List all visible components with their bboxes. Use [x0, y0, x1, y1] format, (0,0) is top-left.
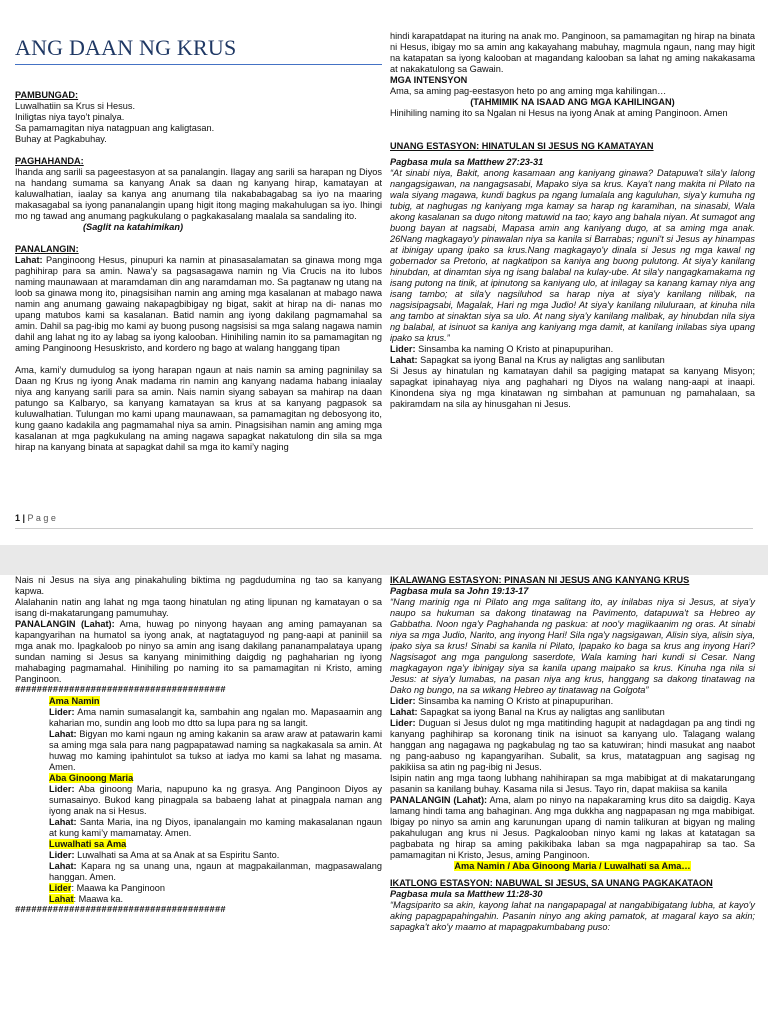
prayer-line — [49, 817, 382, 839]
speaker-label: Lahat: — [49, 861, 77, 871]
station-heading: IKALAWANG ESTASYON: PINASAN NI JESUS ANG KANYANG KRUS — [390, 575, 690, 585]
paragraph-text: Duguan si Jesus dulot ng mga matitinding hagupit at nadagdagan pa ang tindi ng kanyang paghihirap sa koronang tinik na isinuot sa kanyang ulo. Talagang walang hanggan ang nagagawa ng pagkabulag ng tao sa katuwiran; hindi masukat ang naabot ng pang-aabuso ng kapangyarihan. Subalit, sa krus, matatagpuan ang sagisag ng pakikiisa sa atin ng pag-ibig ni Jesus. — [390, 718, 755, 772]
prayer-line — [49, 729, 382, 773]
response-text: Sapagkat sa iyong Banal na Krus ay naligtas ang sanlibutan — [417, 355, 665, 365]
left-column — [15, 575, 382, 916]
station-one — [390, 141, 755, 410]
response-line — [49, 894, 382, 905]
right-column — [390, 575, 755, 933]
response-text: Sinsamba ka naming O Kristo at pinapupurihan. — [415, 696, 614, 706]
section-heading: PAMBUNGAD: — [15, 90, 79, 100]
separator-line: ####################################### — [15, 685, 226, 695]
prayer-label: PANALANGIN (Lahat): — [390, 795, 488, 805]
prayers-reference: Ama Namin / Aba Ginoong Maria / Luwalhati sa Ama… — [454, 861, 691, 871]
reading-text: “Nang marinig nga ni Pilato ang mga salitang ito, ay inilabas niya si Jesus, at siya'y naupo sa hukuman sa dakong tinatawag na Pavimento, datapuwa't sa Hebreo ay Gabbatha. Noon nga'y Paghahanda ng paskua: at noo'y magiikaanim ng oras. At sinabi niya sa mga Judio, Narito, ang inyong Hari! Sila nga'y nagsigawan, Alisin siya, alisin siya, ipako siya sa krus! Sinabi sa kanila ni Pilato, Ipapako ko baga sa krus ang inyong Hari? Nagsisagot ang mga pangulong saserdote, Wala kaming hari kundi si Cesar. Nang magkagayon nga'y ibinigay siya sa kanila upang maipako sa krus. Kinuha nga nila si Jesus: at siya'y lumabas, na pasan niya ang krus, hanggang sa dakong tinatawag na Dako ng bungo, na sa wikang Hebreo ay tinatawag na Golgota” — [390, 597, 755, 695]
prayer-text: Ama namin sumasalangit ka, sambahin ang ngalan mo. Mapasaamin ang kaharian mo, sundin ang loob mo dtto sa lupa para ng sa langit. — [49, 707, 382, 728]
paragraph: Nais ni Jesus na siya ang pinakahuling biktima ng pagdudumina ng tao sa kanyang kapwa. — [15, 575, 382, 596]
prayer-line — [49, 784, 382, 817]
paragraph: Alalahanin natin ang lahat ng mga taong hinatulan ng ating lipunan ng kamatayan o sa isang di-makatarungang pamumuhay. — [15, 597, 382, 618]
prayer-text: Santa Maria, ina ng Diyos, ipanalangain mo kaming makasalanan ngaun at kung kami’y mamamatay. Amen. — [49, 817, 382, 838]
page-footer — [15, 513, 56, 524]
response-line — [390, 344, 755, 355]
reading-reference: Pagbasa mula sa Matthew 11:28-30 — [390, 889, 543, 899]
prayers-line — [390, 861, 755, 872]
paragraph — [390, 795, 755, 861]
prayer-text: Aba ginoong Maria, napupuno ka ng grasya. Ang Panginoon Diyos ay sumasainyo. Bukod kang pinagpala sa babaeng lahat at pinagpala naman ang iyong anak na si Hesus. — [49, 784, 382, 816]
title-rule — [15, 64, 382, 65]
section-heading: PAGHAHANDA: — [15, 156, 84, 166]
reading-reference: Pagbasa mula sa Matthew 27:23-31 — [390, 157, 544, 167]
intensyon-section — [390, 75, 755, 119]
reading-reference: Pagbasa mula sa John 19:13-17 — [390, 586, 529, 596]
prayer-heading: Luwalhati sa Ama — [49, 839, 127, 849]
prayer-heading: Aba Ginoong Maria — [49, 773, 134, 783]
station-heading: UNANG ESTASYON: HINATULAN SI JESUS NG KAMATAYAN — [390, 141, 654, 151]
text-line: Sa pamamagitan niya natagpuan ang kaligtasan. — [15, 123, 215, 133]
text-line: Buhay at Pagkabuhay. — [15, 134, 107, 144]
page-gap — [0, 545, 768, 575]
prayers-block — [15, 696, 382, 905]
reading-text: “Magsiparito sa akin, kayong lahat na nangapapagal at nangabibigatang lubha, at kayo'y aking papagpapahingahin. Pasanin ninyo ang aking pamatok, at magaral kayo sa akin; sapagka't ako'y maamo at mapagpakumbabang puso: — [390, 900, 755, 932]
paragraph — [15, 619, 382, 685]
station-two — [390, 575, 755, 872]
speaker-label: Lider: — [390, 344, 416, 354]
text-line: Ama, sa aming pag-eestasyon heto po ang aming mga kahilingan… — [390, 86, 667, 96]
response-text: Sinsamba ka naming O Kristo at pinapupurihan. — [415, 344, 614, 354]
paragraph — [15, 255, 382, 354]
page-label: P a g e — [27, 513, 56, 523]
speaker-label: Lider: — [390, 696, 416, 706]
note: (TAHMIMIK NA ISAAD ANG MGA KAHILINGAN) — [470, 97, 675, 107]
prayer-text: Bigyan mo kami ngaun ng aming kakanin sa araw araw at patawarin kami sa aming mga sala para nang pagpapatawad naming sa nagkakasala sa amin. At huwag mo kaming ipahintulot sa tukso at iadya mo kami sa lahat ng masama. Amen. — [49, 729, 382, 772]
text-line: Luwalhatiin sa Krus si Hesus. — [15, 101, 136, 111]
paragraph: hindi karapatdapat na ituring na anak mo. Panginoon, sa pamamagitan ng hirap na binata ni Hesus, ibigay mo sa amin ang kakayahang mabuhay, magmula ngaun, nang may higit na katapatan sa iyong kalooban at magandang kalooban sa lahat ng aming nakakasama at nakakatulong sa Gawain. — [390, 31, 755, 74]
speaker-label: Lider: — [49, 784, 75, 794]
response-line — [390, 696, 755, 707]
response-text: : Maawa ka Panginoon — [71, 883, 165, 893]
right-column — [390, 31, 755, 410]
paragraph-text: Ama, alam po ninyo na napakaraming krus dito sa daigdig. Kaya lamang hindi tama ang bahaginan. Ang mga dukkha ang nagpapasan ng mga mabibigat. Ibigay po ninyo sa amin ang karunungan upang di namin talikuran at bigyan ng maling pakahulugan ang krus ni Jesus. Pagkalooban ninyo kami ng lakas at katatagan sa pagbabata ng hirap sa aming pakikibaka laban sa mga nagpapahirap sa tao. Sa pamamagitan ni Kristo, Jesus, aming Panginoon. — [390, 795, 755, 860]
paragraph: Isipin natin ang mga taong lubhang nahihirapan sa mga mabibigat at di makatarungang pasanin sa kanilang buhay. Kasama nila si Jesus. Tayo rin, dapat makiisa sa kanila — [390, 773, 755, 794]
speaker-label: Lahat: — [390, 707, 418, 717]
paragraph — [390, 718, 755, 773]
response-line — [390, 355, 755, 366]
panalangin-section — [15, 244, 382, 354]
note: (Saglit na katahimikan) — [83, 222, 184, 232]
paragraph-text: Ama, huwag po ninyong hayaan ang aming pamayanan sa kapangyarihan na humatol sa iyong anak, at nagtataguyod ng pang-aapi at paniniil sa mga anak mo. Ipagkaloob po ninyo sa amin ang isang dakilang pananampalataya upang sundan naming si Jesus sa kanyang minimithing daigdig ng paghaharian ng iyong mahabaging pagmamahal. Hinihiling po naming ito sa pamamagitan ni Kristo, aming Panginoon. — [15, 619, 382, 684]
page-two — [0, 575, 768, 1024]
speaker-label: Lider — [49, 883, 72, 893]
section-heading: MGA INTENSYON — [390, 75, 468, 85]
speaker-label: Lahat: — [49, 729, 77, 739]
prayer-line — [49, 861, 382, 883]
prayer-heading: Ama Namin — [49, 696, 100, 706]
section-heading: PANALANGIN: — [15, 244, 79, 254]
paghahanda-section — [15, 156, 382, 233]
prayer-label: PANALANGIN (Lahat): — [15, 619, 115, 629]
page-number: 1 — [15, 513, 21, 523]
paragraph: Ama, kami’y dumudulog sa iyong harapan ngaun at nais namin sa aming pagninilay sa Daan ng Krus ng iyong Anak madama rin namin ang kanyang nadama habang iniaalay niya ang kanyang sarili para sa amin. Nais namin siyang sabayan sa mahirap na daan patungo sa Kalbaryo, sa kanyang kamatayan sa krus at sa kanyang pagpasok sa kuluwalhatian. Tulungan mo kami upang maunawaan, sa pamamagitan ng debosyong ito, kung gaano kadakila ang pagmamahal niya sa amin. Pinagsisihan namin ang aming mga kasalanan at mga pagkukulang na aming nagawa sapagkat nakatulong din sila sa mga hirap na kanyang binata at sapagkat dahil sa mga ito kami’y naging — [15, 365, 382, 452]
text-line: Iniligtas niya tayo’t pinalya. — [15, 112, 125, 122]
response-line — [390, 707, 755, 718]
speaker-label: Lahat: — [49, 817, 77, 827]
response-text: : Maawa ka. — [73, 894, 124, 904]
footer-rule — [15, 528, 753, 529]
speaker-label: Lahat: — [15, 255, 43, 265]
response-text: Sapagkat sa iyong Banal na Krus ay naligtas ang sanlibutan — [417, 707, 665, 717]
response-line — [49, 883, 382, 894]
speaker-label: Lahat — [49, 894, 74, 904]
paragraph: Hinihiling naming ito sa Ngalan ni Hesus na iyong Anak at aming Panginoon. Amen — [390, 108, 728, 118]
separator-line: ####################################### — [15, 905, 226, 915]
station-three — [390, 878, 755, 933]
paragraph: Ihanda ang sarili sa pageestasyon at sa panalangin. Ilagay ang sarili sa harapan ng Diyos na handang sumama sa kanyang Anak sa daan ng kanyang hirap, kamatayan at kaluwalhatian, iaalay sa kanya ang anumang tila nakababagabag sa iyo na maaring makasagabal sa iyong pananalangin upang higit itong maging makahulugan sa iyo. Ihingi mo ng tawad ang anumang pagkukulang o pagkakasalang maalala sa sandaling ito. — [15, 167, 382, 221]
page-title: ANG DAAN NG KRUS — [15, 35, 237, 60]
prayer-line — [49, 707, 382, 729]
paragraph-text: Panginoong Hesus, pinupuri ka namin at pinasasalamatan sa ginawa mong mga paghihirap para sa amin. Nawa’y sa pagsasagawa namin ng Via Crucis na ito lubos naming maunawaan at maramdaman din ang naramdaman mo. Sa pagtanaw ng utang na loob sa ginawa mong ito, pinagsisihan namin ang aming mga kasalanan at mabago nawa namin ang anumang gawaing nakapagbibigay ng bigat, sakit at hirap na di- nanas mo upang matubos kami sa kasalanan. Batid namin ang iyong dakilang pagmamahal sa amin. Dahil sa pag-ibig mo kami ay buong pusong nagsisisi sa mga salang nagawa namin dahil ang lahat ng ito ay labag sa iyong kalooban. Hinihiling namin ito sa pamamagitan ng aming Panginoong Hesuskristo, and kordero ng bago at walang hanggang tipan — [15, 255, 382, 353]
ama-section — [15, 365, 382, 453]
paragraph: Si Jesus ay hinatulan ng kamatayan dahil sa pagiging matapat sa kanyang Misyon; sapagkat ipinahayag niya ang paghahari ng Diyos na walang nang-aapi at inaapi. Kinondena siya ng mga kinatawan ng simbahan at pamunuan ng pamahalaan, sa pakiramdam na sila ay hinusgahan ni Jesus. — [390, 366, 755, 409]
speaker-label: Lider: — [49, 707, 75, 717]
reading-text: “At sinabi niya, Bakit, anong kasamaan ang kaniyang ginawa? Datapuwa't sila'y lalong nangagsigawan, na nangagsasabi, Mapako siya sa krus. Kaya't nang makita ni Pilato na wala siyang magawa, kundi bagkus pa ngang lumalala ang kaguluhan, siya'y kumuha ng tubig, at naghugas ng kaniyang mga kamay sa harap ng karamihan, na sinasabi, Wala akong kasalanan sa dugo nitong matuwid na tao; kayo ang bahala niyan. At sumagot ang buong bayan at nagsabi, Mapasa amin ang kaniyang dugo, at sa aming mga anak. 26Nang magkagayo'y pinawalan niya sa kanila si Barrabas; nguni't si Jesus ay hinampas at ibinigay upang ipako sa krus.Nang magkagayo'y dinala si Jesus ng mga kawal ng gobernador sa Pretorio, at nagkatipon sa kaniya ang buong pulutong. At siya'y kanilang hinubdan, at dinamtan siya ng isang balabal na kulay-ube. At sila'y nangagkamakama ng isang putong na tinik, at ipinutong sa kaniyang ulo, at inilagay sa kanang kamay niya ang isang tambo; at sila'y nagsiluhod sa harap niya at siya'y kanilang nilibak, na nagsisipagsabi, Magalak, Hari ng mga Judio! At siya'y kanilang niluluraan, at kinuha nila ang tambo at sinaktan siya sa ulo. At nang siya'y kanilang malibak, ay hinubdan nila siya ng balabal, at isinuot sa kaniya ang kaniyang mga damit, at kanilang inilabas siya upang ipako sa krus.” — [390, 168, 755, 343]
station-heading: IKATLONG ESTASYON: NABUWAL SI JESUS, SA UNANG PAGKAKATAON — [390, 878, 713, 888]
speaker-label: Lahat: — [390, 355, 418, 365]
prayer-text: Luwalhati sa Ama at sa Anak at sa Espiritu Santo. — [74, 850, 280, 860]
pambungad-section — [15, 90, 382, 145]
speaker-label: Lider: — [390, 718, 416, 728]
prayer-line — [49, 850, 382, 861]
left-column — [15, 90, 382, 453]
footer-separator: | — [20, 513, 28, 523]
prayer-text: Kapara ng sa unang una, ngaun at magpakailanman, magpasawalang hanggan. Amen. — [49, 861, 382, 882]
speaker-label: Lider: — [49, 850, 75, 860]
